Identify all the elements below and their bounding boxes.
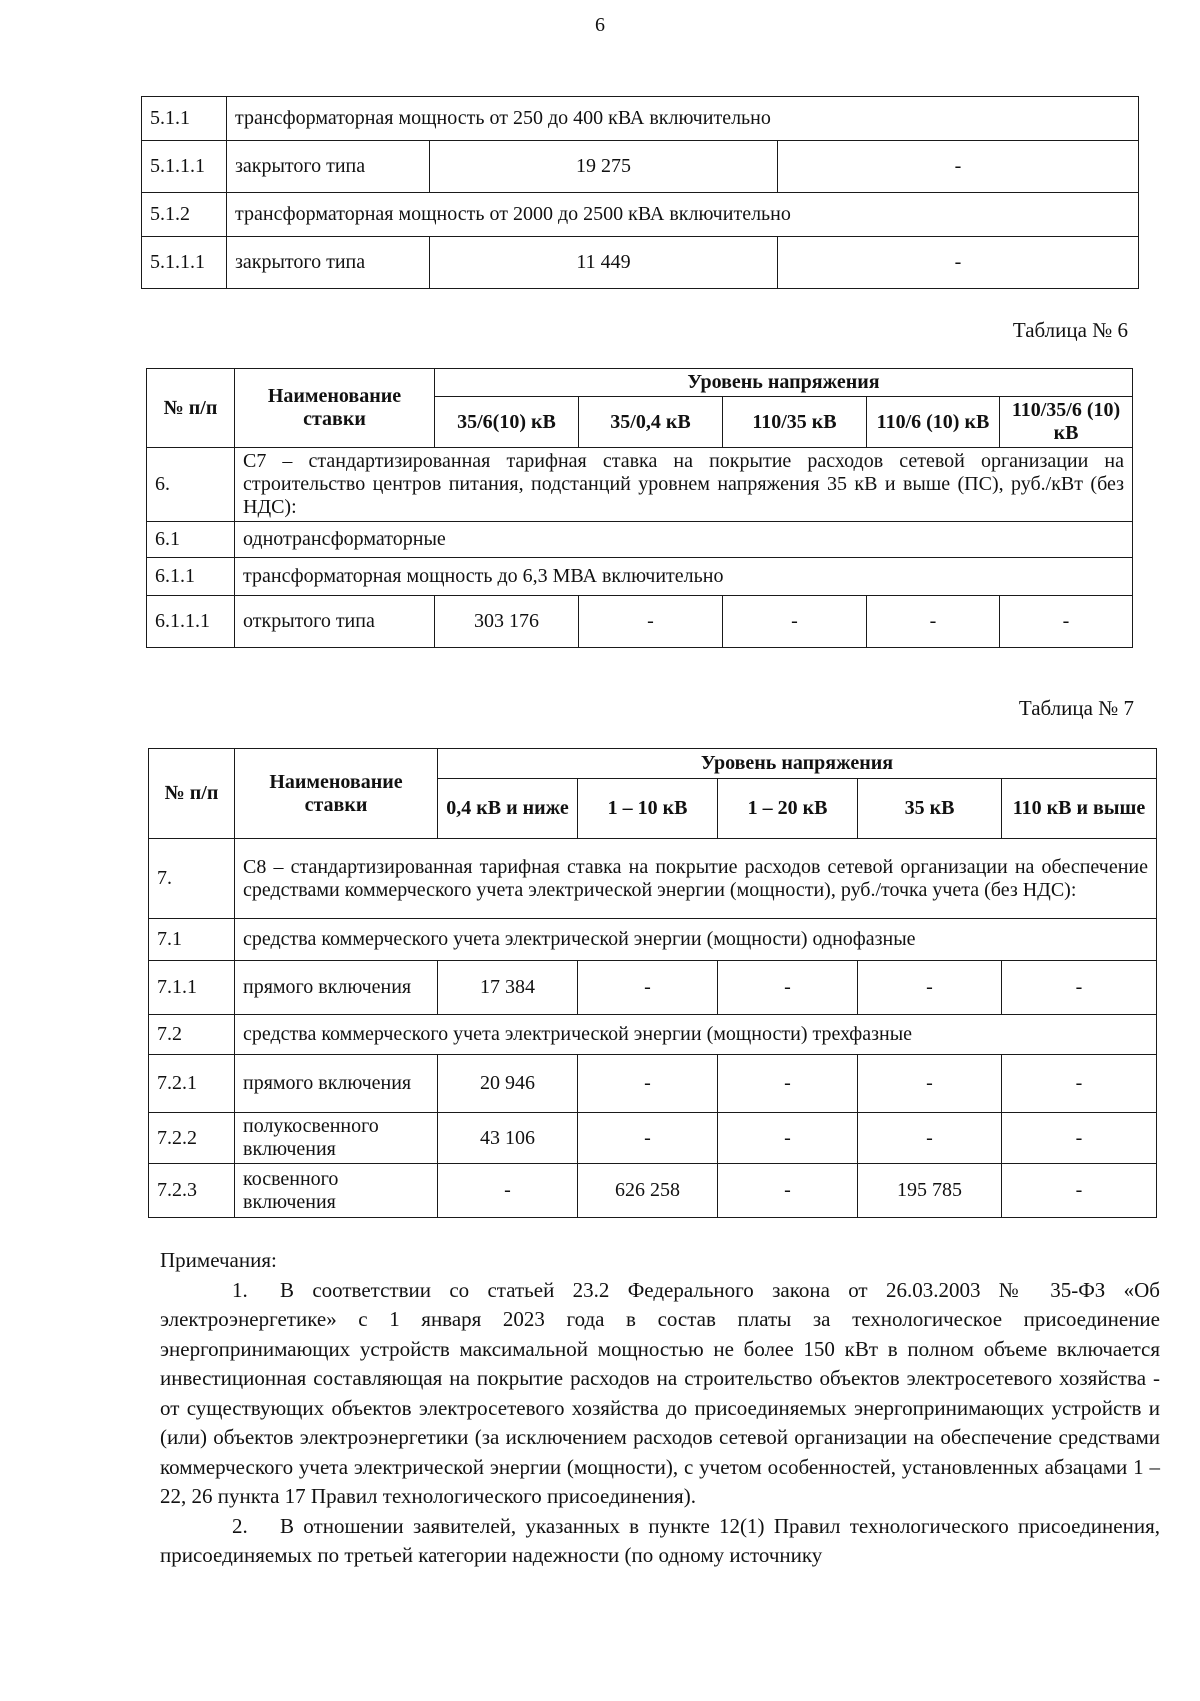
note-number: 2. (232, 1513, 248, 1538)
row-number: 7.2 (149, 1015, 235, 1055)
row-value: - (1000, 596, 1133, 648)
row-value: - (1002, 1113, 1157, 1164)
table-row (147, 558, 1133, 596)
row-value: - (718, 1164, 858, 1218)
row-value: - (1002, 961, 1157, 1015)
column-header-voltage-level: Уровень напряжения (438, 749, 1157, 779)
column-header: 110/35 кВ (723, 397, 867, 448)
row-name: открытого типа (235, 596, 435, 648)
column-header: 110/6 (10) кВ (867, 397, 1000, 448)
row-title: однотрансформаторные (235, 522, 1133, 558)
table-header-row (147, 369, 1133, 397)
table-6-caption: Таблица № 6 (1012, 318, 1128, 342)
row-number: 6. (147, 448, 235, 522)
column-header: 35 кВ (858, 779, 1002, 839)
note-text: В соответствии со статьей 23.2 Федерального закона от 26.03.2003 № 35-ФЗ «Об электроэнергетике» с 1 января 2023 года в состав платы за технологическое присоединение энергопринимающих устройств максимальной мощностью не более 150 кВт в полном объеме включается инвестиционная составляющая на покрытие расходов на строительство объектов электросетевого хозяйства - от существующих объектов электросетевого хозяйства до присоединяемых энергопринимающих устройств и (или) объектов электроэнергетики (за исключением расходов сетевой организации на обеспечение средствами коммерческого учета электрической энергии (мощности), с учетом особенностей, установленных абзацами 1 – 22, 26 пункта 17 Правил технологического присоединения). (160, 1277, 1160, 1508)
column-header-number: № п/п (149, 749, 235, 839)
table-row (149, 961, 1157, 1015)
row-title: трансформаторная мощность от 2000 до 2500 кВА включительно (227, 193, 1139, 237)
row-number: 7. (149, 839, 235, 919)
row-title: средства коммерческого учета электрической энергии (мощности) однофазные (235, 919, 1157, 961)
row-value: - (778, 237, 1139, 289)
row-number: 6.1.1.1 (147, 596, 235, 648)
row-number: 7.1 (149, 919, 235, 961)
table-row (142, 237, 1139, 289)
row-value: 20 946 (438, 1055, 578, 1113)
row-value: 17 384 (438, 961, 578, 1015)
table-row (149, 1164, 1157, 1218)
column-header-name: Наименование ставки (235, 369, 435, 448)
row-value: - (718, 1055, 858, 1113)
column-header: 1 – 10 кВ (578, 779, 718, 839)
row-number: 5.1.1.1 (142, 237, 227, 289)
table-7-caption: Таблица № 7 (1018, 696, 1134, 720)
row-value: - (723, 596, 867, 648)
row-number: 7.2.3 (149, 1164, 235, 1218)
row-value: - (579, 596, 723, 648)
table-row (147, 522, 1133, 558)
row-value: 195 785 (858, 1164, 1002, 1218)
row-description: С8 – стандартизированная тарифная ставка на покрытие расходов сетевой организации на обеспечение средствами коммерческого учета электрической энергии (мощности), руб./точка учета (без НДС): (235, 839, 1157, 919)
note-number: 1. (232, 1277, 248, 1302)
row-value: 11 449 (430, 237, 778, 289)
row-number: 7.2.2 (149, 1113, 235, 1164)
notes-section (160, 1246, 1160, 1571)
table-header-row (149, 749, 1157, 779)
row-value: - (578, 961, 718, 1015)
row-value: - (858, 961, 1002, 1015)
row-value: - (438, 1164, 578, 1218)
row-value: - (718, 961, 858, 1015)
note-item (160, 1276, 1160, 1512)
note-item (160, 1512, 1160, 1571)
row-title: трансформаторная мощность до 6,3 МВА включительно (235, 558, 1133, 596)
row-number: 6.1 (147, 522, 235, 558)
table-row (142, 141, 1139, 193)
row-title: трансформаторная мощность от 250 до 400 кВА включительно (227, 97, 1139, 141)
row-value: - (858, 1055, 1002, 1113)
row-name: прямого включения (235, 961, 438, 1015)
row-name: закрытого типа (227, 141, 430, 193)
row-value: 43 106 (438, 1113, 578, 1164)
table-row (149, 1015, 1157, 1055)
table-row (149, 919, 1157, 961)
table-row (149, 1055, 1157, 1113)
column-header-voltage-level: Уровень напряжения (435, 369, 1133, 397)
table-row (142, 97, 1139, 141)
row-value: - (578, 1055, 718, 1113)
column-header: 35/6(10) кВ (435, 397, 579, 448)
table-5-continuation (141, 96, 1139, 289)
row-value: 626 258 (578, 1164, 718, 1218)
row-value: 19 275 (430, 141, 778, 193)
row-number: 7.2.1 (149, 1055, 235, 1113)
column-header: 110 кВ и выше (1002, 779, 1157, 839)
row-value: - (1002, 1164, 1157, 1218)
row-description: С7 – стандартизированная тарифная ставка на покрытие расходов сетевой организации на строительство центров питания, подстанций уровнем напряжения 35 кВ и выше (ПС), руб./кВт (без НДС): (235, 448, 1133, 522)
row-value: - (858, 1113, 1002, 1164)
row-value: - (578, 1113, 718, 1164)
table-row (149, 839, 1157, 919)
page-number: 6 (595, 14, 605, 36)
notes-title: Примечания: (160, 1248, 277, 1272)
column-header: 35/0,4 кВ (579, 397, 723, 448)
row-name: закрытого типа (227, 237, 430, 289)
row-title: средства коммерческого учета электрической энергии (мощности) трехфазные (235, 1015, 1157, 1055)
row-number: 5.1.1.1 (142, 141, 227, 193)
row-name: полукосвенного включения (235, 1113, 438, 1164)
row-number: 5.1.1 (142, 97, 227, 141)
column-header: 0,4 кВ и ниже (438, 779, 578, 839)
column-header: 110/35/6 (10) кВ (1000, 397, 1133, 448)
row-name: прямого включения (235, 1055, 438, 1113)
table-row (149, 1113, 1157, 1164)
row-value: - (778, 141, 1139, 193)
table-row (147, 448, 1133, 522)
row-value: - (1002, 1055, 1157, 1113)
row-name: косвенного включения (235, 1164, 438, 1218)
column-header: 1 – 20 кВ (718, 779, 858, 839)
table-row (142, 193, 1139, 237)
column-header-number: № п/п (147, 369, 235, 448)
row-value: - (718, 1113, 858, 1164)
note-text: В отношении заявителей, указанных в пункте 12(1) Правил технологического присоединения, присоединяемых по третьей категории надежности (по одному источнику (160, 1513, 1160, 1567)
row-value: - (867, 596, 1000, 648)
table-7 (148, 748, 1157, 1218)
row-number: 5.1.2 (142, 193, 227, 237)
column-header-name: Наименование ставки (235, 749, 438, 839)
row-number: 6.1.1 (147, 558, 235, 596)
row-number: 7.1.1 (149, 961, 235, 1015)
row-value: 303 176 (435, 596, 579, 648)
table-6 (146, 368, 1133, 648)
table-row (147, 596, 1133, 648)
